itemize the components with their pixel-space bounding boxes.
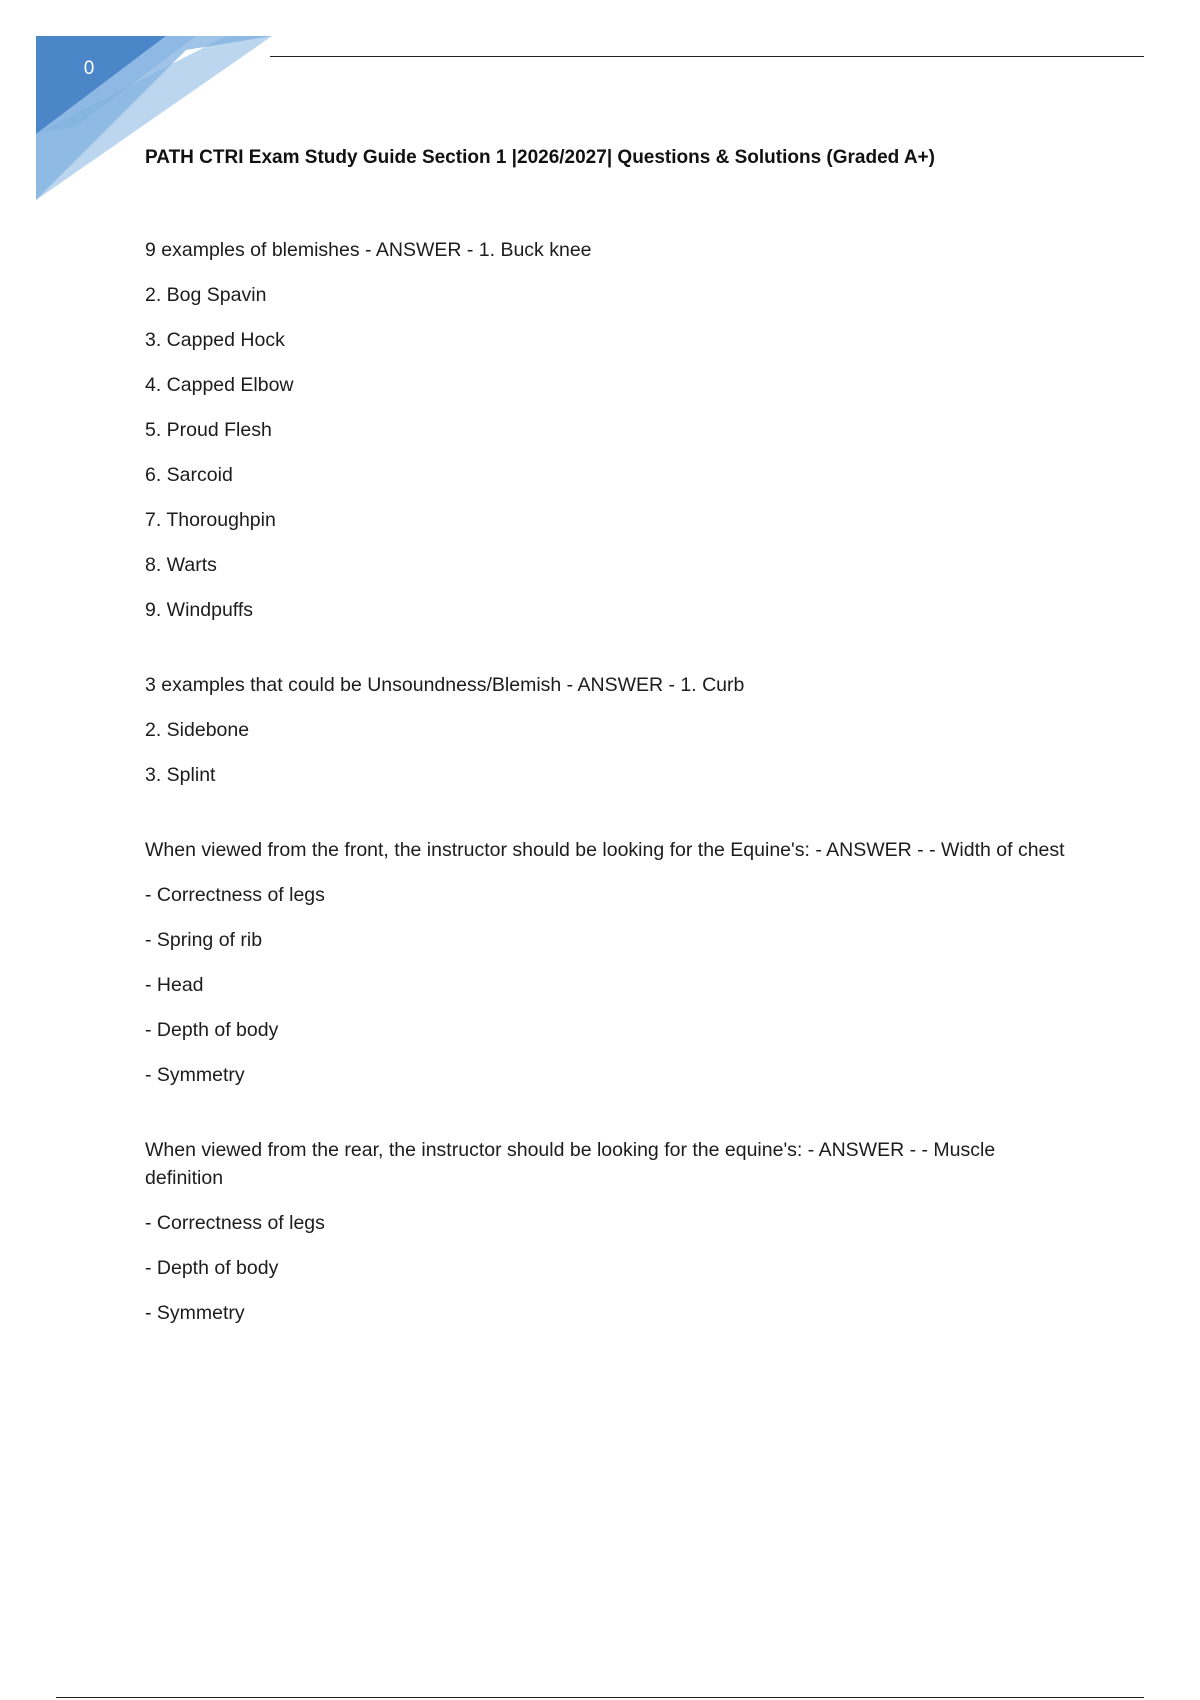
answer-line: - Depth of body [145,1257,279,1279]
answer-line: 4. Capped Elbow [145,374,294,396]
answer-line: 7. Thoroughpin [145,509,276,531]
answer-line: - Correctness of legs [145,884,325,906]
qa-block-rear-view [145,1136,1070,1327]
answer-line: 2. Bog Spavin [145,284,267,306]
answer-line: 5. Proud Flesh [145,419,272,441]
answer-line: 8. Warts [145,554,217,576]
answer-line: - Depth of body [145,1019,279,1041]
question-line: 3 examples that could be Unsoundness/Blemish - ANSWER - 1. Curb [145,674,745,696]
answer-line: - Symmetry [145,1302,245,1324]
answer-line: 3. Splint [145,764,216,786]
answer-line: 2. Sidebone [145,719,250,741]
question-line: 9 examples of blemishes - ANSWER - 1. Buck knee [145,239,592,261]
answer-line: 6. Sarcoid [145,464,233,486]
answer-line: - Head [145,974,204,996]
answer-line: - Symmetry [145,1064,245,1086]
qa-block-front-view [145,836,1070,1089]
question-line: When viewed from the rear, the instructor should be looking for the equine's: - ANSWER - - Muscle definition [145,1139,996,1189]
corner-decoration [36,36,272,200]
answer-line: - Correctness of legs [145,1212,325,1234]
document-content [145,236,1070,1374]
page-number: 0 [83,58,95,79]
header-rule [270,56,1144,57]
answer-line: 3. Capped Hock [145,329,285,351]
qa-block-unsoundness [145,671,1070,789]
footer-rule [56,1697,1144,1698]
qa-block-blemishes [145,236,1070,624]
question-line: When viewed from the front, the instructor should be looking for the Equine's: - ANSWER - - Width of chest [145,839,1065,861]
document-title: PATH CTRI Exam Study Guide Section 1 |2026/2027| Questions & Solutions (Graded A+) [145,147,935,168]
answer-line: - Spring of rib [145,929,263,951]
answer-line: 9. Windpuffs [145,599,254,621]
